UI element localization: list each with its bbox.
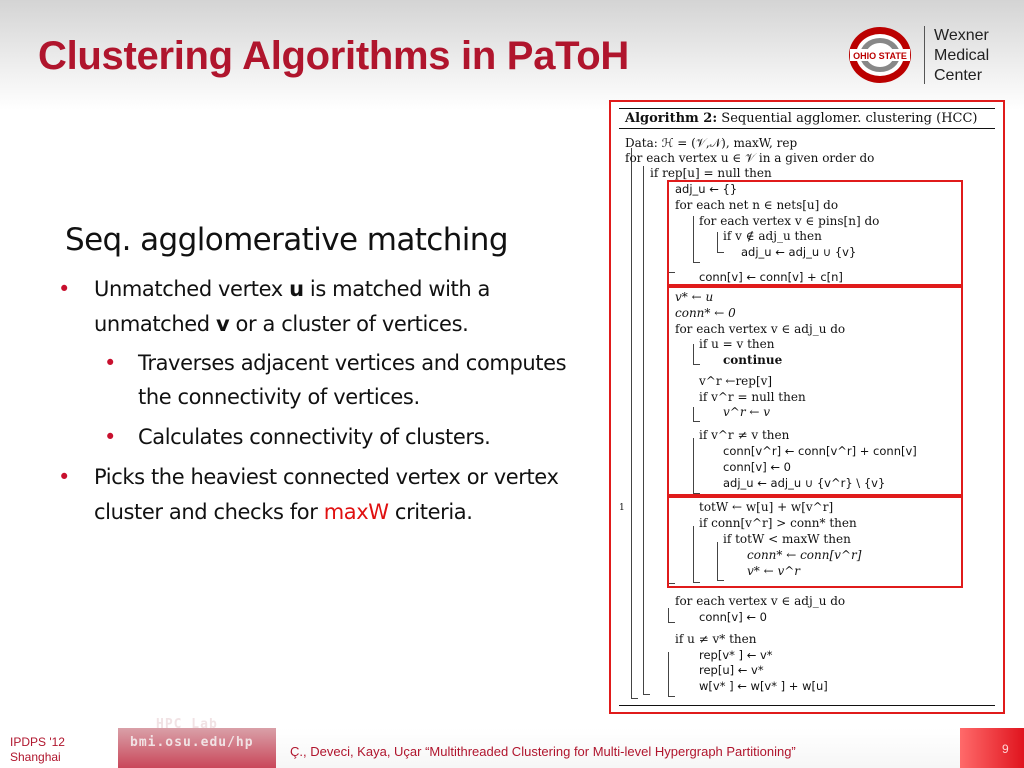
bullet-item-2 — [58, 460, 598, 530]
subheading: Seq. agglomerative matching — [65, 222, 508, 258]
footer-conference-line1: IPDPS '12 — [10, 735, 65, 749]
footer-lab-text — [130, 716, 254, 752]
algo-line: for each vertex v ∈ adj_u do — [675, 322, 846, 336]
bullet-1-text-a: Unmatched vertex — [94, 277, 290, 301]
highlight-box-2 — [667, 286, 963, 496]
bullet-marker: • — [104, 351, 116, 375]
footer-page-band — [960, 728, 1024, 768]
algo-line: conn[v] ← conn[v] + c[n] — [699, 270, 843, 284]
bullet-list — [58, 272, 598, 534]
algo-line: adj_u ← {} — [675, 182, 738, 196]
algo-line: if u = v then — [699, 337, 775, 351]
algo-line: conn[v] ← 0 — [699, 610, 767, 624]
algo-line: if totW < maxW then — [723, 532, 851, 546]
highlight-box-3 — [667, 496, 963, 588]
algo-line: if rep[u] = null then — [650, 166, 772, 180]
bullet-1-v: v — [215, 312, 230, 336]
footer-lab-line1: HPC Lab — [156, 717, 218, 732]
algo-line: Data: ℋ = (𝒱,𝒩), maxW, rep — [625, 136, 798, 150]
bullet-1-text-b: is matched with a unmatched — [94, 277, 491, 336]
footer-conference-text — [10, 735, 65, 765]
block-bar — [668, 608, 675, 623]
bullet-marker: • — [58, 277, 70, 301]
block-bar — [631, 148, 638, 699]
sub-bullet-1-text: Traverses adjacent vertices and computes the connectivity of vertices. — [138, 351, 567, 409]
bullet-1-u: u — [289, 277, 304, 301]
algo-line: if v ∉ adj_u then — [723, 229, 822, 243]
sub-bullet-2-text: Calculates connectivity of clusters. — [138, 425, 491, 449]
algo-line: conn[v^r] ← conn[v^r] + conn[v] — [723, 444, 917, 458]
algorithm-bottom-rule — [619, 705, 995, 706]
algo-line: for each vertex v ∈ adj_u do — [675, 594, 846, 608]
logo-line-3: Center — [934, 67, 983, 84]
logo-divider — [924, 26, 925, 84]
logo-text — [934, 26, 989, 86]
footer — [0, 717, 1024, 768]
block-bar — [668, 652, 675, 697]
algo-line: v* ← u — [675, 290, 714, 304]
bullet-marker: • — [104, 425, 116, 449]
bullet-2-text-b: criteria. — [388, 500, 473, 524]
algo-line: if v^r = null then — [699, 390, 806, 404]
algo-line: conn[v] ← 0 — [723, 460, 791, 474]
footer-conference — [0, 728, 118, 768]
bullet-1-text-c: or a cluster of vertices. — [229, 312, 469, 336]
algo-line: if v^r ≠ v then — [699, 428, 790, 442]
algorithm-figure — [609, 100, 1005, 714]
algorithm-name: Sequential agglomer. clustering (HCC) — [721, 111, 978, 126]
bullet-2-text-a: Picks the heaviest connected vertex or vertex cluster and checks for — [94, 465, 559, 524]
sub-bullet-item-2 — [104, 420, 598, 454]
wexner-logo — [846, 22, 1018, 92]
algo-line: for each vertex v ∈ pins[n] do — [699, 214, 880, 228]
algorithm-label: Algorithm 2: — [625, 111, 718, 126]
footer-conference-line2: Shanghai — [10, 750, 61, 764]
page-number: 9 — [1002, 742, 1009, 756]
algo-line: v* ← v^r — [747, 564, 801, 578]
block-bar — [643, 166, 650, 695]
algo-line: continue — [723, 353, 783, 367]
sub-bullet-item-1 — [104, 346, 598, 414]
bullet-2-maxw: maxW — [323, 500, 389, 524]
algorithm-line-number: 1 — [619, 503, 625, 513]
algo-line: rep[v* ] ← v* — [699, 648, 773, 662]
algo-line: adj_u ← adj_u ∪ {v} — [741, 245, 857, 259]
logo-line-2: Medical — [934, 47, 990, 64]
svg-text:OHIO STATE: OHIO STATE — [853, 51, 907, 61]
footer-citation: Ç., Deveci, Kaya, Uçar “Multithreaded Clustering for Multi-level Hypergraph Partitioning” — [290, 744, 796, 759]
logo-line-1: Wexner — [934, 27, 989, 44]
bullet-marker: • — [58, 465, 70, 489]
algo-line: for each net n ∈ nets[u] do — [675, 198, 839, 212]
algo-line: adj_u ← adj_u ∪ {v^r} \ {v} — [723, 476, 886, 490]
bullet-item-1 — [58, 272, 598, 342]
slide-title: Clustering Algorithms in PaToH — [38, 34, 630, 78]
algo-line: v^r ← v — [723, 405, 771, 419]
footer-lab-line2: bmi.osu.edu/hp — [130, 735, 254, 750]
ohio-state-seal-icon — [846, 24, 914, 86]
algo-line: for each vertex u ∈ 𝒱 in a given order do — [625, 151, 875, 165]
algo-line: totW ← w[u] + w[v^r] — [699, 500, 834, 514]
algo-line: v^r ←rep[v] — [699, 374, 773, 388]
highlight-box-1 — [667, 180, 963, 286]
algorithm-header — [619, 108, 995, 129]
algo-line: if u ≠ v* then — [675, 632, 757, 646]
algo-line: conn* ← 0 — [675, 306, 736, 320]
algo-line: rep[u] ← v* — [699, 663, 764, 677]
algo-line: w[v* ] ← w[v* ] + w[u] — [699, 679, 828, 693]
algo-line: conn* ← conn[v^r] — [747, 548, 862, 562]
algo-line: if conn[v^r] > conn* then — [699, 516, 857, 530]
